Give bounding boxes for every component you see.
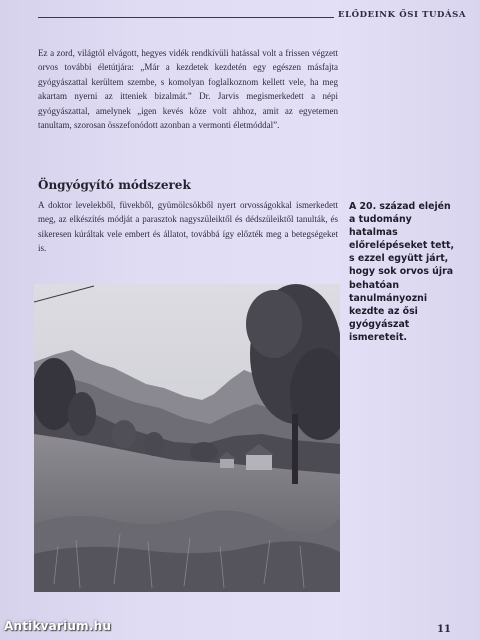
landscape-photo [34,284,340,592]
page-number: 11 [437,624,451,635]
section-label: ELŐDEINK ŐSI TUDÁSA [338,10,467,20]
landscape-photo-image [34,284,340,592]
subheading: Öngyógyító módszerek [38,178,191,192]
header-rule [38,17,334,18]
watermark: Antikvarium.hu [4,619,112,633]
sidebar-note: A 20. század elején a tudomány hatalmas előrelépéseket tett, s ezzel együtt járt, hogy sok orvos újra behatóan tanulmányozni kezdte az ősi gyógyászat ismereteit. [349,201,455,343]
body-paragraph-2: A doktor levelekből, füvekből, gyümölcsökből nyert orvosságokkal ismerkedett meg, az elkészítés módját a parasztok nagyszüleiktől és dédszüleiktől tanulták, és sikeresen kúráltak vele embert és állatot, továbbá így előzték meg a betegségeket is. [38,200,338,254]
body-paragraph-1: Ez a zord, világtól elvágott, hegyes vidék rendkívüli hatással volt a frissen végzett orvos további életútjára: „Már a kezdetek kezdetén egy egészen másfajta gyógyászattal kerültem szembe, s komolyan foglalkoznom kellett vele, ha meg akartam nyerni az itteniek bizalmát.” Dr. Jarvis megismerkedett a népi gyógyászattal, amelynek „igen kevés köze volt ahhoz, amit az egyetemen tanultam, szorosan összefonódott azonban a vermonti életmóddal”. [38,48,338,131]
